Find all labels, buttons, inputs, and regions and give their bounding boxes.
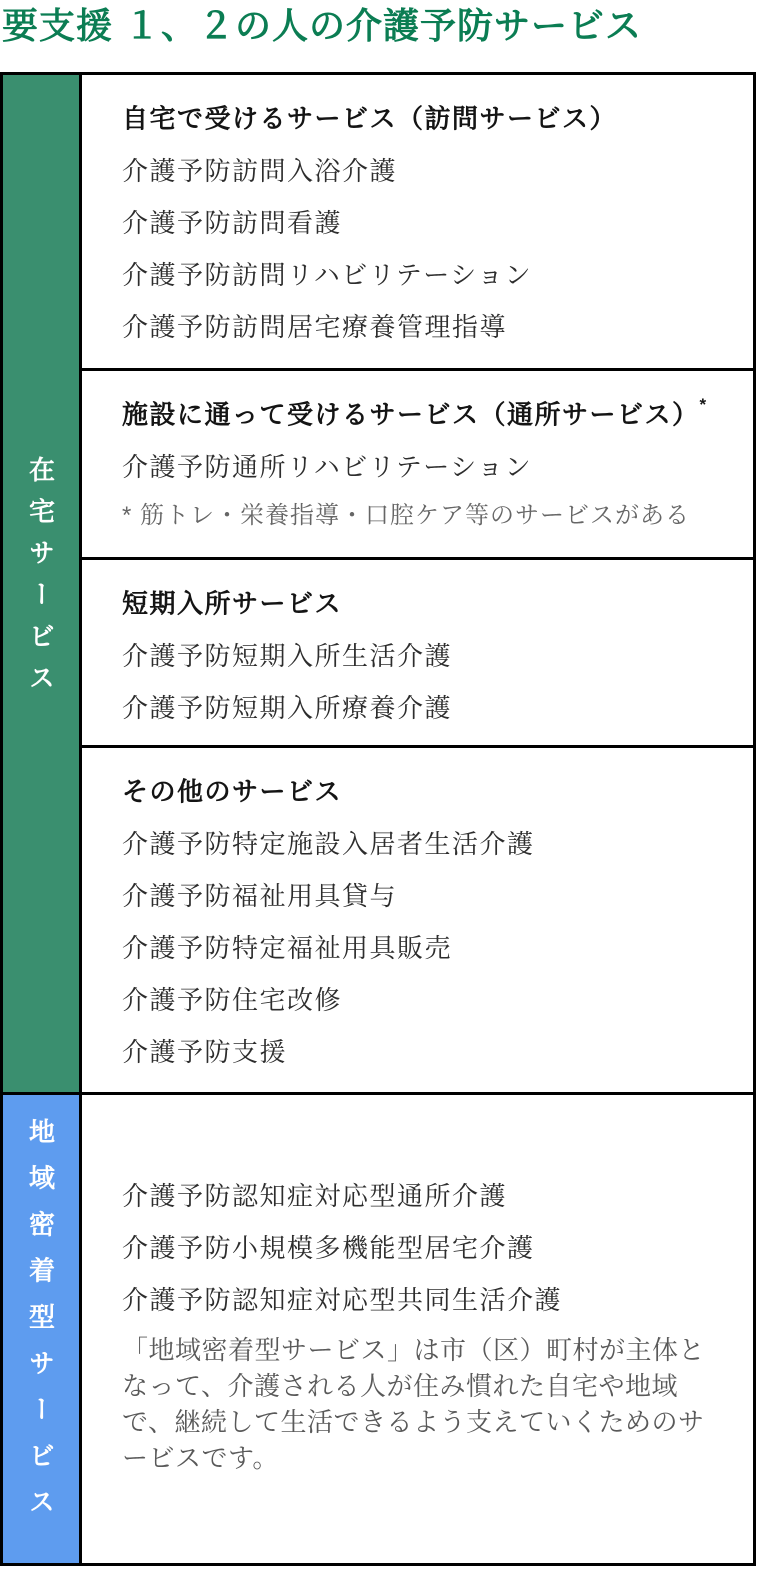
- service-item: 介護予防短期入所療養介護: [122, 692, 453, 723]
- section-header: [122, 584, 733, 618]
- service-table: [0, 72, 756, 1566]
- community-services-block: [122, 1182, 733, 1476]
- footnote: * 筋トレ・栄養指導・口腔ケア等のサービスがある: [122, 501, 691, 529]
- section-header: [122, 99, 733, 133]
- service-item: 介護予防住宅改修: [122, 984, 343, 1015]
- sidebar-label-community-services: 地域密着型サービス: [25, 1118, 56, 1535]
- service-item: 介護予防特定施設入居者生活介護: [122, 828, 535, 859]
- sidebar-label-home-services: 在宅サービス: [25, 456, 56, 706]
- section-header: [122, 395, 733, 429]
- service-item: 介護予防訪問看護: [122, 207, 343, 238]
- section-day-services: [81, 370, 755, 559]
- section-header-text: 短期入所サービス: [122, 588, 343, 619]
- sidebar-cell-community-services: [2, 1094, 81, 1565]
- service-item: 介護予防小規模多機能型居宅介護: [122, 1233, 535, 1263]
- header-superscript: *: [699, 395, 707, 414]
- table-row: [2, 1094, 755, 1565]
- service-item: 介護予防訪問居宅療養管理指導: [122, 311, 508, 342]
- service-item: 介護予防支援: [122, 1036, 288, 1067]
- page-title: 要支援 １、２の人の介護予防サービス: [2, 5, 643, 46]
- service-item: 介護予防認知症対応型共同生活介護: [122, 1285, 563, 1315]
- section-header-text: 自宅で受けるサービス（訪問サービス）: [122, 103, 618, 134]
- service-item: 介護予防福祉用具貸与: [122, 880, 398, 911]
- sidebar-cell-home-services: [2, 74, 81, 1094]
- service-item: 介護予防訪問リハビリテーション: [122, 259, 533, 290]
- table-row: [2, 559, 755, 747]
- service-item: 介護予防通所リハビリテーション: [122, 451, 533, 482]
- section-other-services: [81, 747, 755, 1094]
- table-row: [2, 370, 755, 559]
- table-row: [2, 747, 755, 1094]
- table-row: [2, 74, 755, 370]
- section-header-text: 施設に通って受けるサービス（通所サービス）: [122, 399, 700, 430]
- service-item: 介護予防認知症対応型通所介護: [122, 1181, 508, 1211]
- section-community-services: [81, 1094, 755, 1565]
- section-header-text: その他のサービス: [122, 776, 343, 807]
- description-paragraph: 「地域密着型サービス」は市（区）町村が主体となって、介護される人が住み慣れた自宅や地域で、継続して生活できるよう支えていくためのサービスです。: [122, 1335, 706, 1473]
- service-item: 介護予防特定福祉用具販売: [122, 932, 453, 963]
- section-short-stay-services: [81, 559, 755, 747]
- service-item: 介護予防短期入所生活介護: [122, 640, 453, 671]
- section-header: [122, 772, 733, 806]
- section-visiting-services: [81, 74, 755, 370]
- service-item: 介護予防訪問入浴介護: [122, 155, 398, 186]
